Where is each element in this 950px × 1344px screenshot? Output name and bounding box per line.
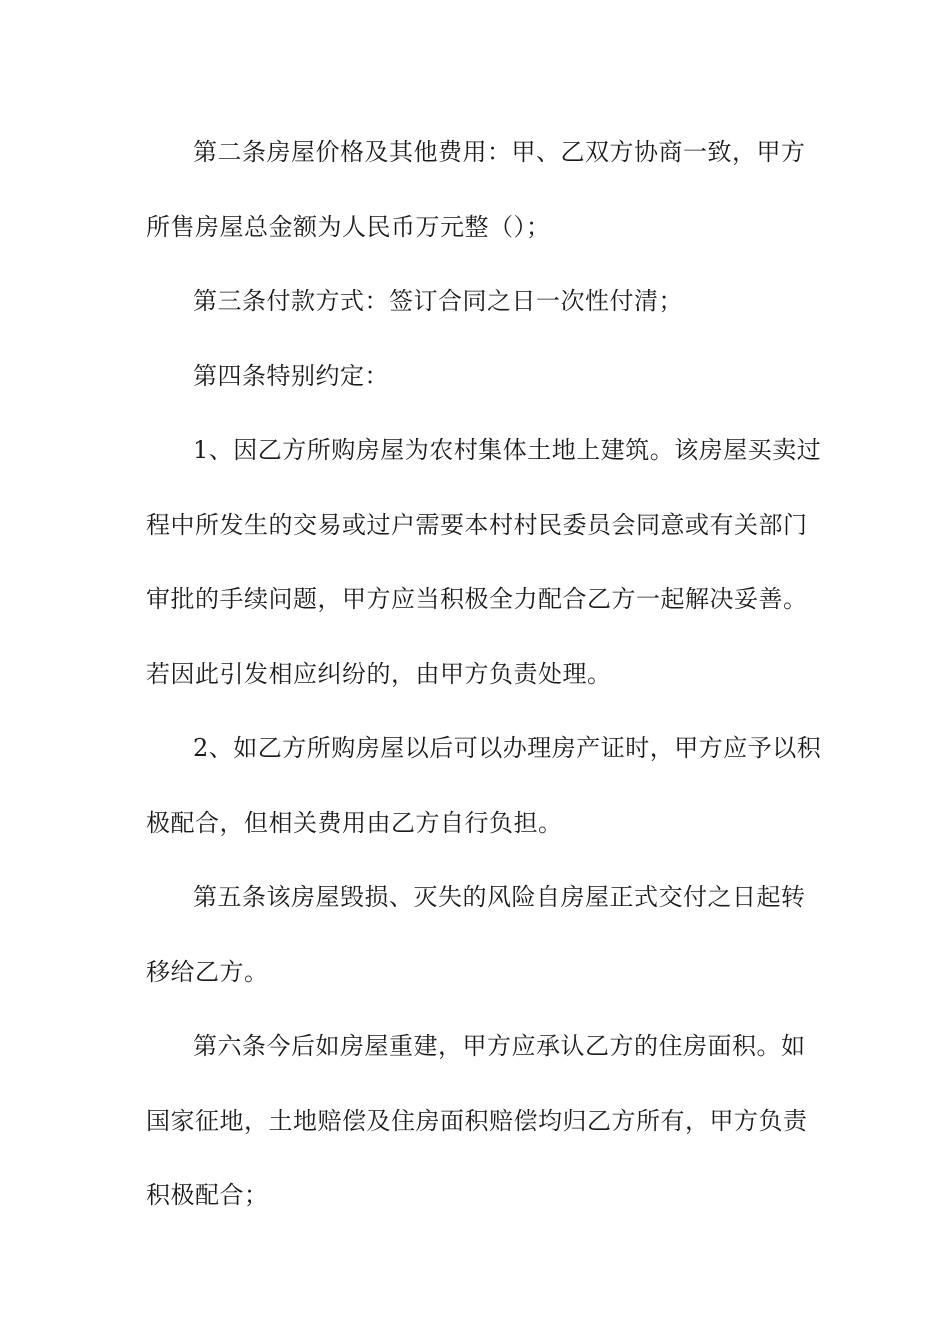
text-line: 所售房屋总金额为人民币万元整（）； — [146, 213, 551, 241]
text-line: 审批的手续问题，甲方应当积极全力配合乙方一起解决妥善。 — [146, 585, 808, 613]
text-line: 积极配合； — [146, 1181, 269, 1209]
text-line: 移给乙方。 — [146, 958, 269, 986]
text-line: 第四条特别约定： — [193, 362, 389, 390]
text-line: 极配合，但相关费用由乙方自行负担。 — [146, 809, 563, 837]
text-line: 第三条付款方式：签订合同之日一次性付清； — [193, 287, 683, 315]
text-line: 1、因乙方所购房屋为农村集体土地上建筑。该房屋买卖过 — [193, 436, 822, 464]
text-line: 第五条该房屋毁损、灭失的风险自房屋正式交付之日起转 — [193, 883, 806, 911]
text-line: 第二条房屋价格及其他费用：甲、乙双方协商一致，甲方 — [193, 138, 806, 166]
text-line: 程中所发生的交易或过户需要本村村民委员会同意或有关部门 — [146, 511, 808, 539]
text-line: 若因此引发相应纠纷的，由甲方负责处理。 — [146, 660, 612, 688]
text-line: 第六条今后如房屋重建，甲方应承认乙方的住房面积。如 — [193, 1032, 806, 1060]
text-line: 2、如乙方所购房屋以后可以办理房产证时，甲方应予以积 — [193, 734, 822, 762]
text-line: 国家征地，土地赔偿及住房面积赔偿均归乙方所有，甲方负责 — [146, 1107, 808, 1135]
